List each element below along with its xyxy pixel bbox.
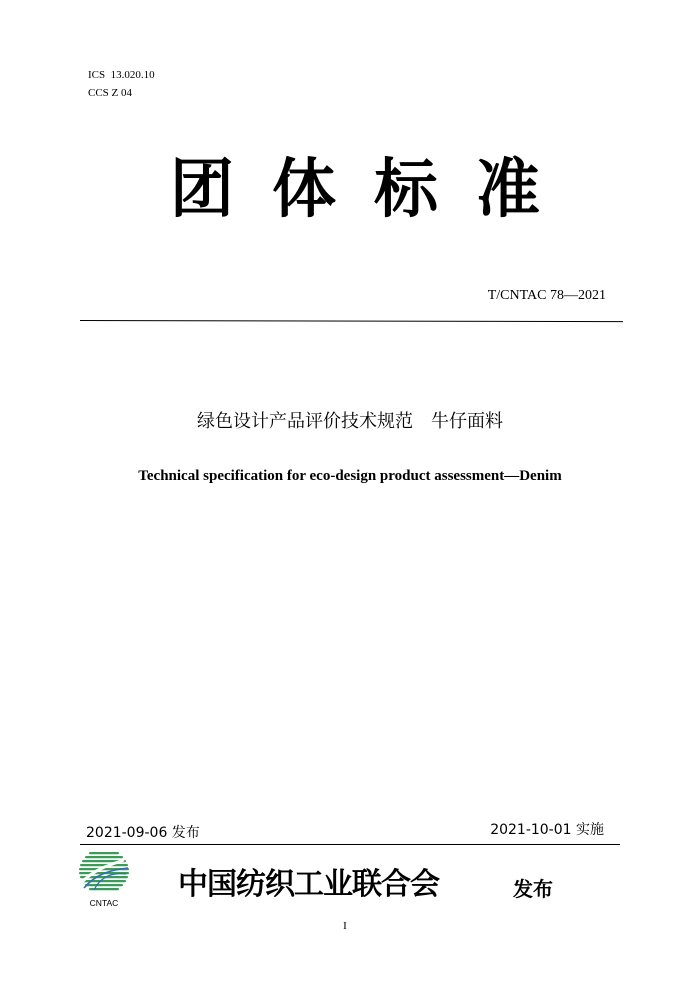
logo-text: CNTAC <box>89 898 119 908</box>
english-title: Technical specification for eco-design product assessment—Denim <box>138 468 562 484</box>
page-number: I <box>343 920 347 932</box>
doc-type-char: 标 <box>374 152 438 227</box>
publisher-name: 中国纺织工业联合会 <box>178 867 439 902</box>
ccs-code: CCS Z 04 <box>88 87 133 99</box>
issue-date: 2021-09-06 发布 <box>86 825 200 841</box>
doc-type-char: 体 <box>272 152 336 227</box>
ics-code: ICS 13.020.10 <box>88 69 155 81</box>
doc-type-char: 准 <box>476 152 540 227</box>
chinese-title: 绿色设计产品评价技术规范 牛仔面料 <box>197 411 503 432</box>
bottom-divider <box>80 844 620 845</box>
document-type-heading <box>170 150 540 230</box>
publish-label: 发布 <box>513 877 553 901</box>
top-divider <box>80 320 623 322</box>
cntac-logo-icon <box>76 848 132 912</box>
standard-number: T/CNTAC 78—2021 <box>487 288 606 303</box>
implementation-date: 2021-10-01 实施 <box>490 822 604 838</box>
doc-type-char: 团 <box>170 152 234 227</box>
